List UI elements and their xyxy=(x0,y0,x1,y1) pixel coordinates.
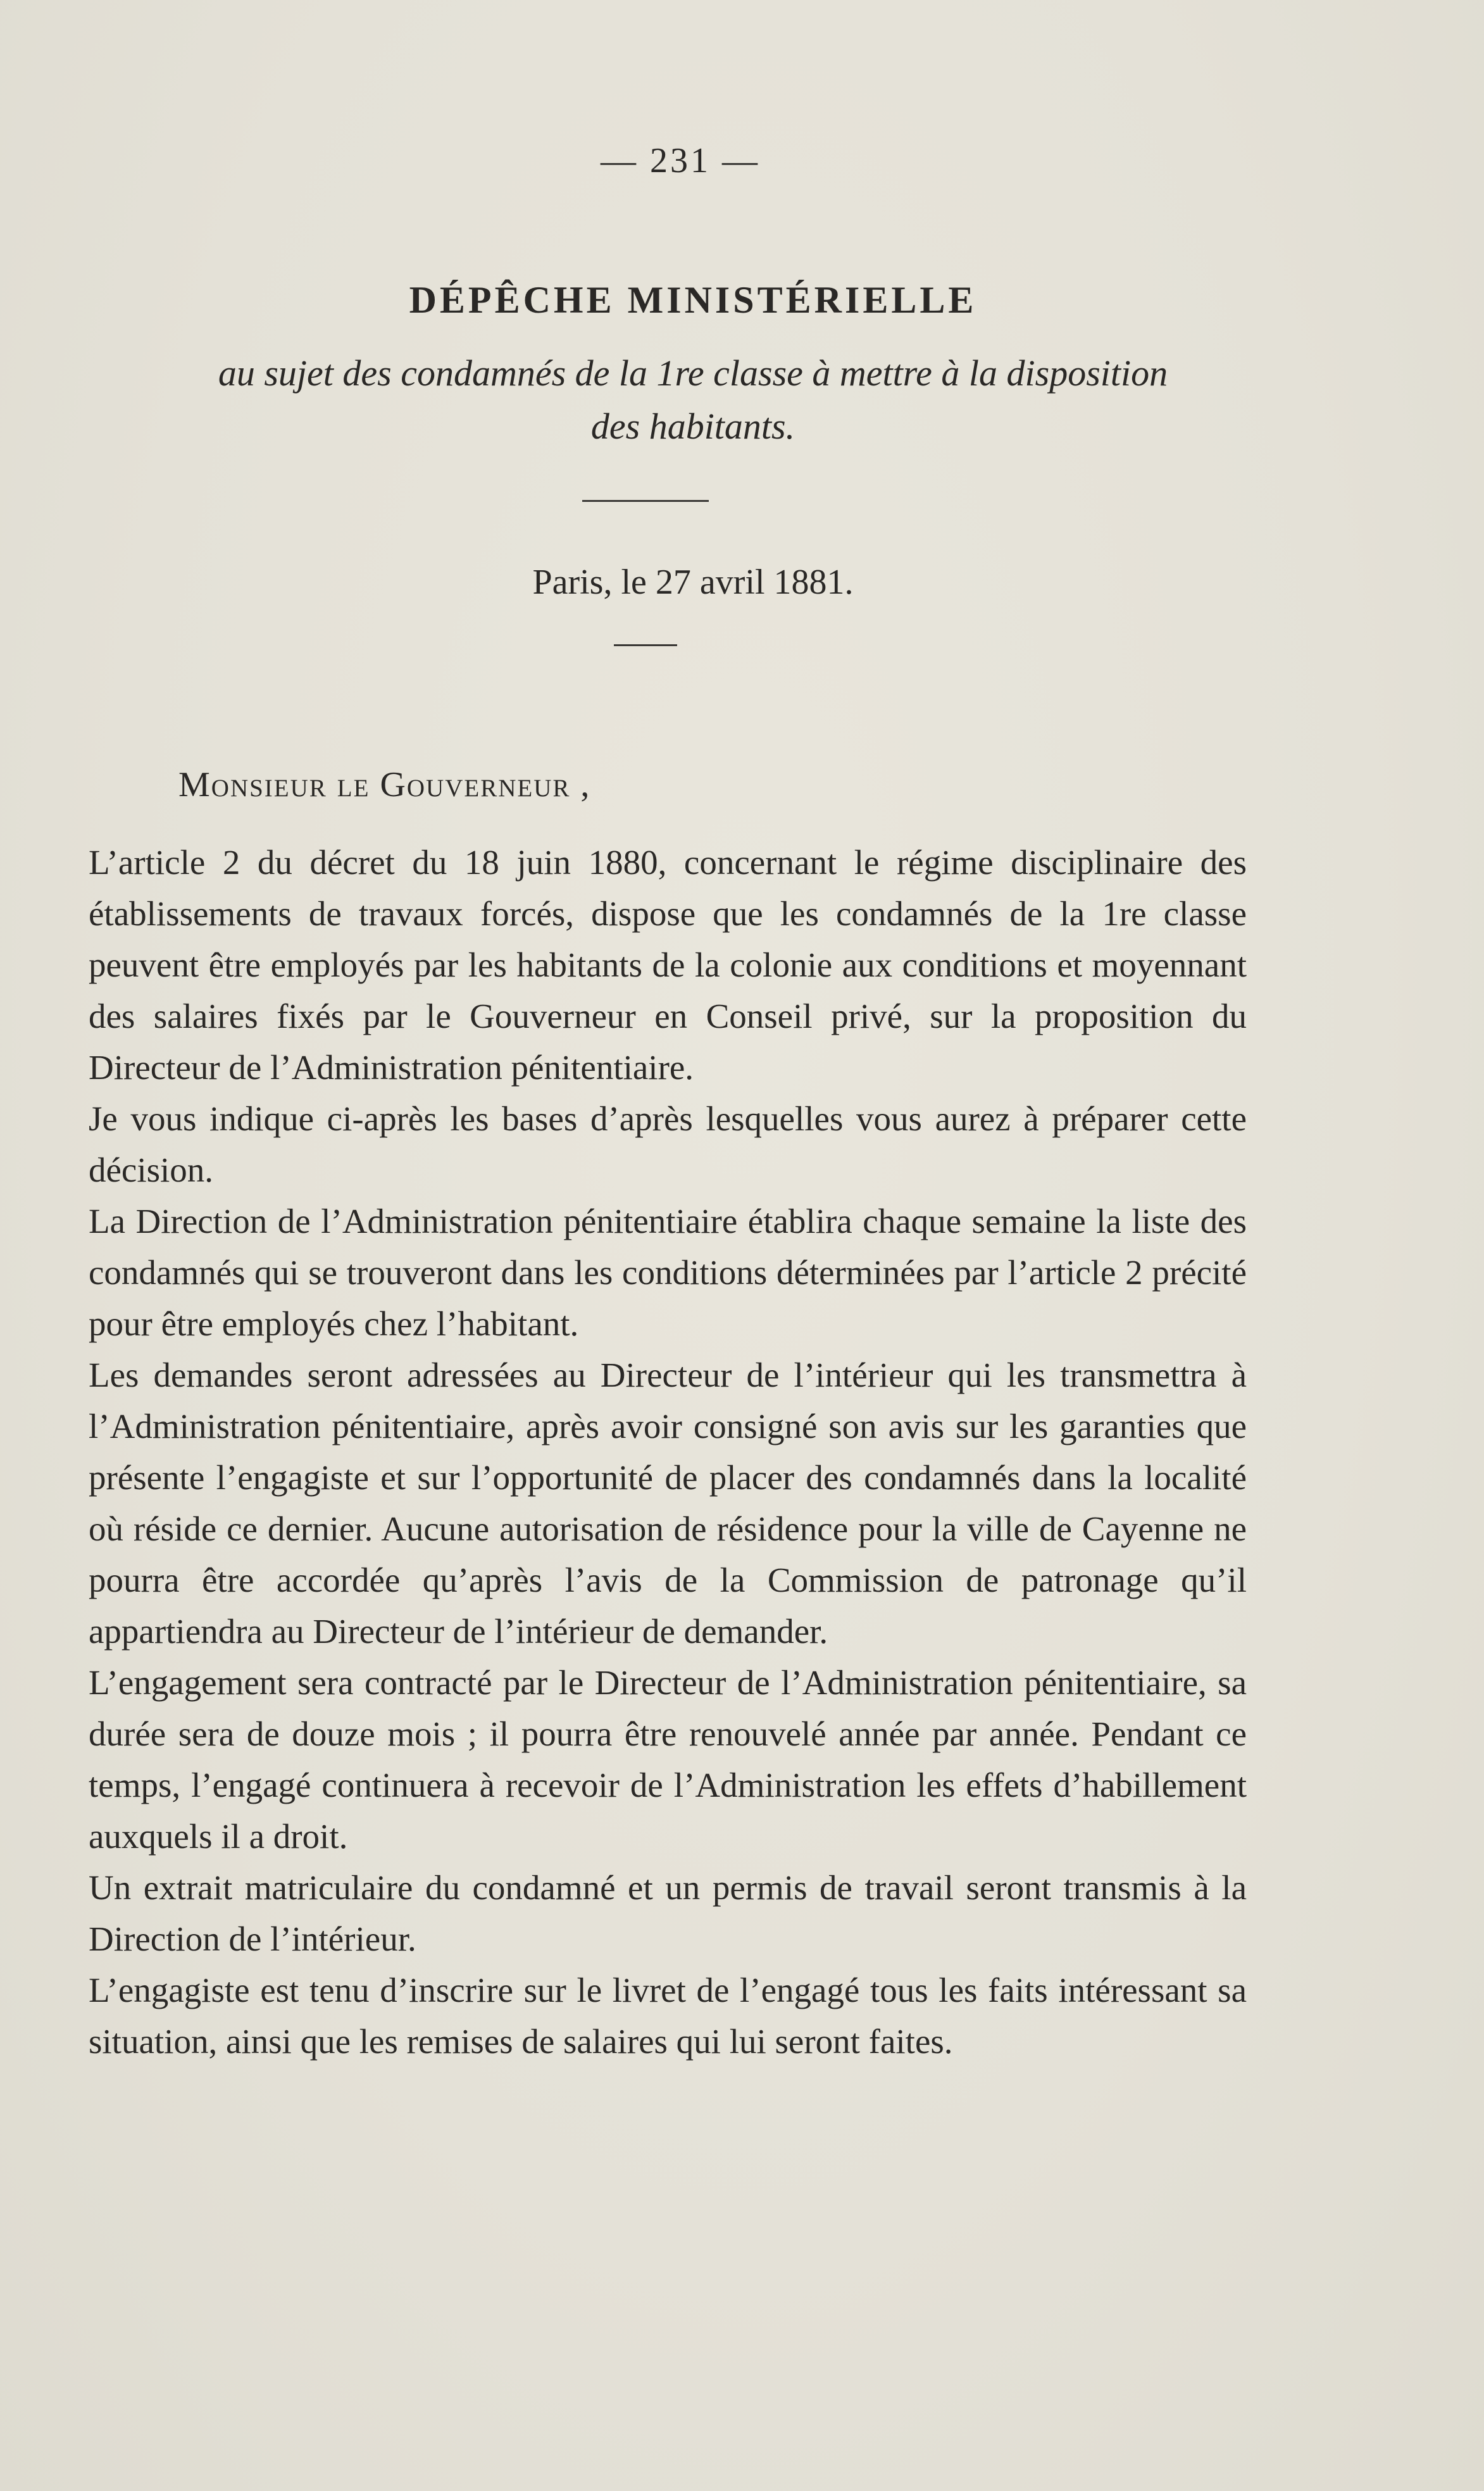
paragraph-1: L’article 2 du décret du 18 juin 1880, concernant le régime disciplinaire des établissements de travaux forcés, dispose que les condamnés de la 1re classe peuvent être employés par les habitants de la colonie aux conditions et moyennant des salaires fixés par le Gouverneur en Conseil privé, sur la proposition du Directeur de l’Administration pénitentiaire. xyxy=(89,843,1247,1087)
dateline: Paris, le 27 avril 1881. xyxy=(532,563,854,602)
paragraph-2: Je vous indique ci-après les bases d’après lesquelles vous aurez à préparer cette décision. xyxy=(89,1099,1247,1189)
paragraph-5: L’engagement sera contracté par le Directeur de l’Administration pénitentiaire, sa durée sera de douze mois ; il pourra être renouvelé année par année. Pendant ce temps, l’engagé continuera à recevoir de l’Administration les effets d’habillement auxquels il a droit. xyxy=(89,1663,1247,1856)
paragraph-6: Un extrait matriculaire du condamné et un permis de travail seront transmis à la Direction de l’intérieur. xyxy=(89,1868,1247,1958)
subtitle-line-2: des habitants. xyxy=(590,406,795,447)
subtitle-line-1: au sujet des condamnés de la 1re classe à mettre à la disposition xyxy=(218,353,1168,394)
page-number: — 231 — xyxy=(601,141,760,180)
divider-rule-short xyxy=(614,644,677,646)
document-subtitle xyxy=(0,347,1386,453)
document-title: DÉPÊCHE MINISTÉRIELLE xyxy=(409,279,977,321)
salutation: Monsieur le Gouverneur , xyxy=(178,765,591,804)
paragraph-4: Les demandes seront adressées au Directeur de l’intérieur qui les transmettra à l’Administration pénitentiaire, après avoir consigné son avis sur les garanties que présente l’engagiste et sur l’opportunité de placer des condamnés dans la localité où réside ce dernier. Aucune autorisation de résidence pour la ville de Cayenne ne pourra être accordée qu’après l’avis de la Commission de patronage qu’il appartiendra au Directeur de l’intérieur de demander. xyxy=(89,1356,1247,1651)
paragraph-7: L’engagiste est tenu d’inscrire sur le livret de l’engagé tous les faits intéressant sa situation, ainsi que les remises de salaires qui lui seront faites. xyxy=(89,1971,1247,2061)
divider-rule xyxy=(582,500,709,502)
paragraph-3: La Direction de l’Administration pénitentiaire établira chaque semaine la liste des condamnés qui se trouveront dans les conditions déterminées par l’article 2 précité pour être employés chez l’habitant. xyxy=(89,1202,1247,1343)
letter-body xyxy=(89,837,1247,2067)
